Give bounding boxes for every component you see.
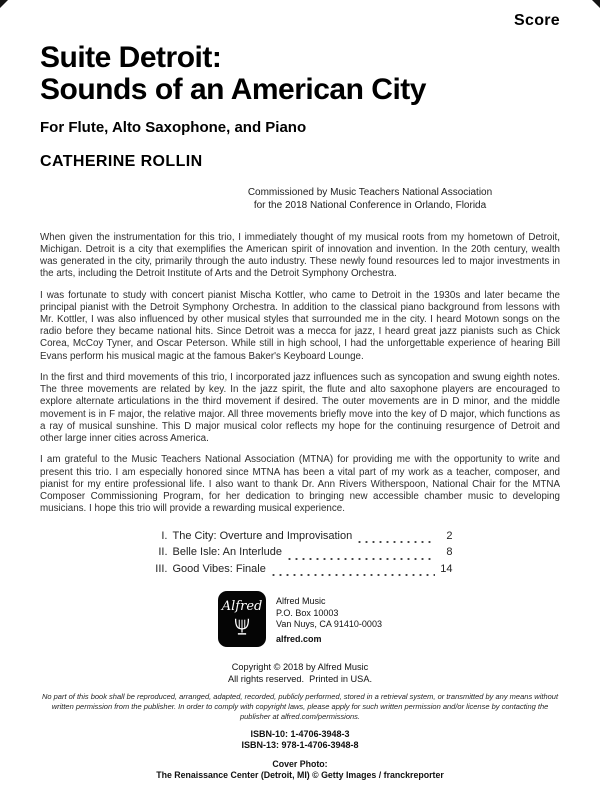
cover-photo-label: Cover Photo: <box>272 758 328 769</box>
program-note-paragraph-4: I am grateful to the Music Teachers National Association (MTNA) for providing me with the opportunity to write and present this trio. I am especially honored since MTNA has been a vital part of my work as a teacher, composer, and pianist for my entire professional life. I also want to thank Dr. Ann Rivers Witherspoon, National Chair for the MTNA Composer Commissioning Program, for her dedication to bringing new accessible chamber music to developing musicians. I hope this trio will provide a rewarding musical experience. <box>40 454 560 515</box>
page-title <box>40 42 560 106</box>
toc-dot-leader <box>356 534 434 544</box>
toc-row <box>148 561 453 578</box>
composer-name: CATHERINE ROLLIN <box>40 152 203 170</box>
program-note-paragraph-1: When given the instrumentation for this trio, I immediately thought of my musical roots from my hometown of Detroit, Michigan. Detroit is a city that exemplifies the American spirit of innovation and invention. In the 20th century, wealth was generated in the city, primarily through the auto industry. These newly found resources led to major investments in the arts, including the Detroit Institute of Arts and the Detroit Symphony Orchestra. <box>40 231 560 280</box>
instrumentation-subtitle: For Flute, Alto Saxophone, and Piano <box>40 118 307 136</box>
toc-movement-numeral: I. <box>161 529 168 542</box>
toc-movement-title: The City: Overture and Improvisation <box>172 529 353 542</box>
copyright-line-1: Copyright © 2018 by Alfred Music <box>231 662 369 673</box>
toc-row <box>148 544 453 561</box>
alfred-logo-text: Alfred <box>221 599 263 615</box>
publisher-website: alfred.com <box>276 633 322 644</box>
corner-artifact-right <box>592 0 600 8</box>
program-note-paragraph-3: In the first and third movements of this trio, I incorporated jazz influences such as syncopation and swung eighth notes. The three movements are related by key. In the jazz spirit, the flute and alto saxophone players are encouraged to explore alternate articulations in the third movement if desired. The outer movements are in D minor, and the middle movement is in F major, the relative major. All three movements briefly move into the key of D major, which functions as a ray of musical sunshine. This D major musical color reflects my hope for the continuing resurgence of Detroit and other large inner cities across America. <box>40 371 560 445</box>
cover-photo-credit-block <box>40 759 560 782</box>
isbn-block <box>40 729 560 752</box>
toc-page-number: 8 <box>446 546 453 559</box>
publisher-address-line-2: Van Nuys, CA 91410-0003 <box>276 619 382 630</box>
toc-row <box>148 528 453 545</box>
cover-photo-credit: The Renaissance Center (Detroit, MI) © Getty Images / franckreporter <box>156 769 444 780</box>
toc-movement-title: Good Vibes: Finale <box>172 562 266 575</box>
toc-page-number: 2 <box>446 529 453 542</box>
publisher-block <box>40 591 560 647</box>
isbn-13: ISBN-13: 978-1-4706-3948-8 <box>241 740 359 751</box>
toc-movement-numeral: III. <box>155 562 168 575</box>
toc-dot-leader <box>270 567 435 577</box>
toc-movement-title: Belle Isle: An Interlude <box>172 546 282 559</box>
corner-artifact-left <box>0 0 8 8</box>
program-notes <box>40 232 560 516</box>
copyright-line-2: All rights reserved. Printed in USA. <box>228 674 372 685</box>
toc-movement-numeral: II. <box>158 546 168 559</box>
score-label: Score <box>514 12 560 29</box>
title-line-1: Suite Detroit: <box>40 41 222 74</box>
commission-line-1: Commissioned by Music Teachers National Association <box>247 186 493 198</box>
toc-page-number: 14 <box>440 562 453 575</box>
program-note-paragraph-2: I was fortunate to study with concert pianist Mischa Kottler, who came to Detroit in the 1930s and later became the principal pianist with the Detroit Symphony Orchestra. In addition to the classical piano background from lessons with Mr. Kottler, I was also influenced by other musical styles that surrounded me in the city. I heard Motown songs on the radio before they became national hits. Since Detroit was a mecca for jazz, I heard great jazz pianists such as Chick Corea, McCoy Tyner, and Oscar Peterson. While still in high school, I had the unforgettable experience of hearing Bill Evans perform his musical magic at the famous Baker's Keyboard Lounge. <box>40 289 560 362</box>
commission-line-2: for the 2018 National Conference in Orlando, Florida <box>253 199 487 211</box>
lyre-icon <box>231 616 253 638</box>
alfred-logo <box>218 591 266 647</box>
publisher-name: Alfred Music <box>276 596 326 607</box>
publisher-info <box>276 591 382 645</box>
legal-notice: No part of this book shall be reproduced, arranged, adapted, recorded, publicly performed, stored in a retrieval system, or transmitted by any means without written permission from the publisher. In order to comply with copyright laws, please apply for such written permission and/or license by contacting the publisher at alfred.com/permissions. <box>41 691 559 721</box>
table-of-contents <box>148 528 453 578</box>
title-line-2: Sounds of an American City <box>40 72 426 106</box>
toc-dot-leader <box>286 551 435 561</box>
copyright-notice <box>40 661 560 686</box>
isbn-10: ISBN-10: 1-4706-3948-3 <box>250 728 350 739</box>
commission-note <box>220 186 520 212</box>
publisher-address-line-1: P.O. Box 10003 <box>276 607 339 618</box>
